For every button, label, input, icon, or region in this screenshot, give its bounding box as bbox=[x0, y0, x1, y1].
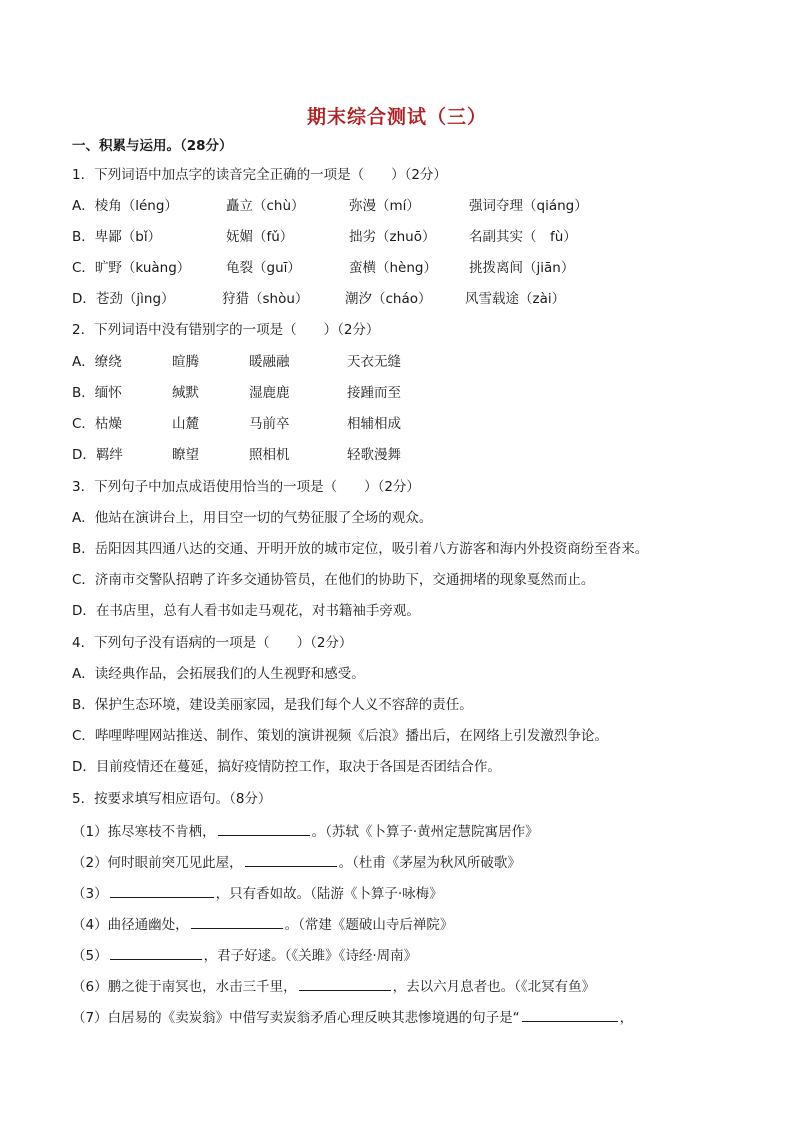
option-b: B．保护生态环境，建设美丽家园，是我们每个人义不容辞的责任。 bbox=[72, 697, 473, 713]
fill-item-source: ， bbox=[619, 1010, 634, 1026]
option-label: D．苍劲（jìng） bbox=[72, 291, 175, 307]
fill-item-source: ，只有香如故。（陆游《卜算子·咏梅》 bbox=[215, 886, 443, 902]
fill-item-1 bbox=[72, 821, 539, 841]
option-label: B．卑鄙（bǐ） bbox=[72, 229, 162, 245]
question-1-stem: 1．下列词语中加点字的读音完全正确的一项是（ ）（2分） bbox=[72, 167, 447, 183]
fill-item-3 bbox=[72, 883, 443, 903]
fill-item-source: 。（杜甫《茅屋为秋风所破歌》 bbox=[338, 855, 521, 871]
option-word: 拙劣（zhuō） bbox=[349, 229, 436, 245]
page-title: 期末综合测试（三） bbox=[306, 106, 487, 128]
option-c: C．哔哩哔哩网站推送、制作、策划的演讲视频《后浪》播出后，在网络上引发激烈争论。 bbox=[72, 728, 608, 744]
option-word: 暖融融 bbox=[249, 354, 290, 370]
fill-item-text: （4）曲径通幽处， bbox=[72, 917, 189, 933]
fill-item-6 bbox=[72, 976, 595, 996]
option-word: 狩猎（shòu） bbox=[222, 291, 309, 307]
option-d: D．目前疫情还在蔓延，搞好疫情防控工作，取决于各国是否团结合作。 bbox=[72, 759, 501, 775]
fill-item-7 bbox=[72, 1007, 633, 1027]
option-word: 妩媚（fǔ） bbox=[226, 229, 294, 245]
option-word: 接踵而至 bbox=[347, 385, 401, 401]
question-3-stem: 3．下列句子中加点成语使用恰当的一项是（ ）（2分） bbox=[72, 479, 420, 495]
option-c: C．济南市交警队招聘了许多交通协管员，在他们的协助下，交通拥堵的现象戛然而止。 bbox=[72, 572, 595, 588]
answer-blank[interactable] bbox=[110, 945, 202, 960]
answer-blank[interactable] bbox=[191, 914, 283, 929]
fill-item-4 bbox=[72, 914, 453, 934]
option-word: 潮汐（cháo） bbox=[345, 291, 432, 307]
answer-blank[interactable] bbox=[110, 883, 214, 898]
option-word: 名副其实（ fù） bbox=[469, 229, 577, 245]
option-word: 暄腾 bbox=[172, 354, 199, 370]
option-d: D．在书店里，总有人看书如走马观花，对书籍袖手旁观。 bbox=[72, 603, 420, 619]
option-word: 缄默 bbox=[172, 385, 199, 401]
answer-blank[interactable] bbox=[299, 976, 391, 991]
question-2-stem: 2．下列词语中没有错别字的一项是（ ）（2分） bbox=[72, 322, 380, 338]
question-4-stem: 4．下列句子没有语病的一项是（ ）（2分） bbox=[72, 635, 353, 651]
option-label: B．缅怀 bbox=[72, 385, 122, 401]
fill-item-text: （1）拣尽寒枝不肯栖， bbox=[72, 824, 216, 840]
option-word: 弥漫（mí） bbox=[349, 198, 420, 214]
fill-item-2 bbox=[72, 852, 521, 872]
option-label: C．枯燥 bbox=[72, 416, 122, 432]
fill-item-text: （5） bbox=[72, 948, 108, 964]
option-a: A．读经典作品，会拓展我们的人生视野和感受。 bbox=[72, 666, 365, 682]
option-word: 马前卒 bbox=[249, 416, 290, 432]
option-word: 天衣无缝 bbox=[347, 354, 401, 370]
option-b: B．岳阳因其四通八达的交通、开明开放的城市定位，吸引着八方游客和海内外投资商纷至沓来。 bbox=[72, 541, 649, 557]
fill-item-source: 。（苏轼《卜算子·黄州定慧院寓居作》 bbox=[311, 824, 539, 840]
question-5-stem: 5．按要求填写相应语句。（8分） bbox=[72, 791, 272, 807]
fill-item-source: ，去以六月息者也。（《北冥有鱼》 bbox=[392, 979, 596, 995]
option-a: A．他站在演讲台上，用目空一切的气势征服了全场的观众。 bbox=[72, 510, 433, 526]
fill-item-source: ，君子好逑。（《关雎》《诗经·周南》 bbox=[203, 948, 418, 964]
option-word: 相辅相成 bbox=[347, 416, 401, 432]
answer-blank[interactable] bbox=[218, 821, 310, 836]
option-word: 山麓 bbox=[172, 416, 199, 432]
option-word: 湿鹿鹿 bbox=[249, 385, 290, 401]
answer-blank[interactable] bbox=[522, 1007, 618, 1022]
option-word: 龟裂（guī） bbox=[226, 260, 301, 276]
option-word: 强词夺理（qiáng） bbox=[469, 198, 588, 214]
option-label: D．羁绊 bbox=[72, 447, 123, 463]
option-label: A．缭绕 bbox=[72, 354, 122, 370]
fill-item-text: （6）鹏之徙于南冥也，水击三千里， bbox=[72, 979, 297, 995]
option-word: 轻歌漫舞 bbox=[347, 447, 401, 463]
fill-item-text: （3） bbox=[72, 886, 108, 902]
option-word: 蛮横（hèng） bbox=[349, 260, 437, 276]
fill-item-source: 。（常建《题破山寺后禅院》 bbox=[284, 917, 454, 933]
option-word: 照相机 bbox=[249, 447, 290, 463]
option-word: 矗立（chù） bbox=[226, 198, 305, 214]
fill-item-text: （7）白居易的《卖炭翁》中借写卖炭翁矛盾心理反映其悲惨境遇的句子是“ bbox=[72, 1010, 520, 1026]
fill-item-text: （2）何时眼前突兀见此屋， bbox=[72, 855, 243, 871]
option-word: 风雪载途（zài） bbox=[465, 291, 566, 307]
option-label: C．旷野（kuàng） bbox=[72, 260, 191, 276]
section-heading: 一、积累与运用。（28分） bbox=[72, 138, 233, 154]
option-word: 瞭望 bbox=[172, 447, 199, 463]
fill-item-5 bbox=[72, 945, 417, 965]
option-word: 挑拨离间（jiān） bbox=[469, 260, 575, 276]
option-label: A．棱角（léng） bbox=[72, 198, 178, 214]
answer-blank[interactable] bbox=[245, 852, 337, 867]
